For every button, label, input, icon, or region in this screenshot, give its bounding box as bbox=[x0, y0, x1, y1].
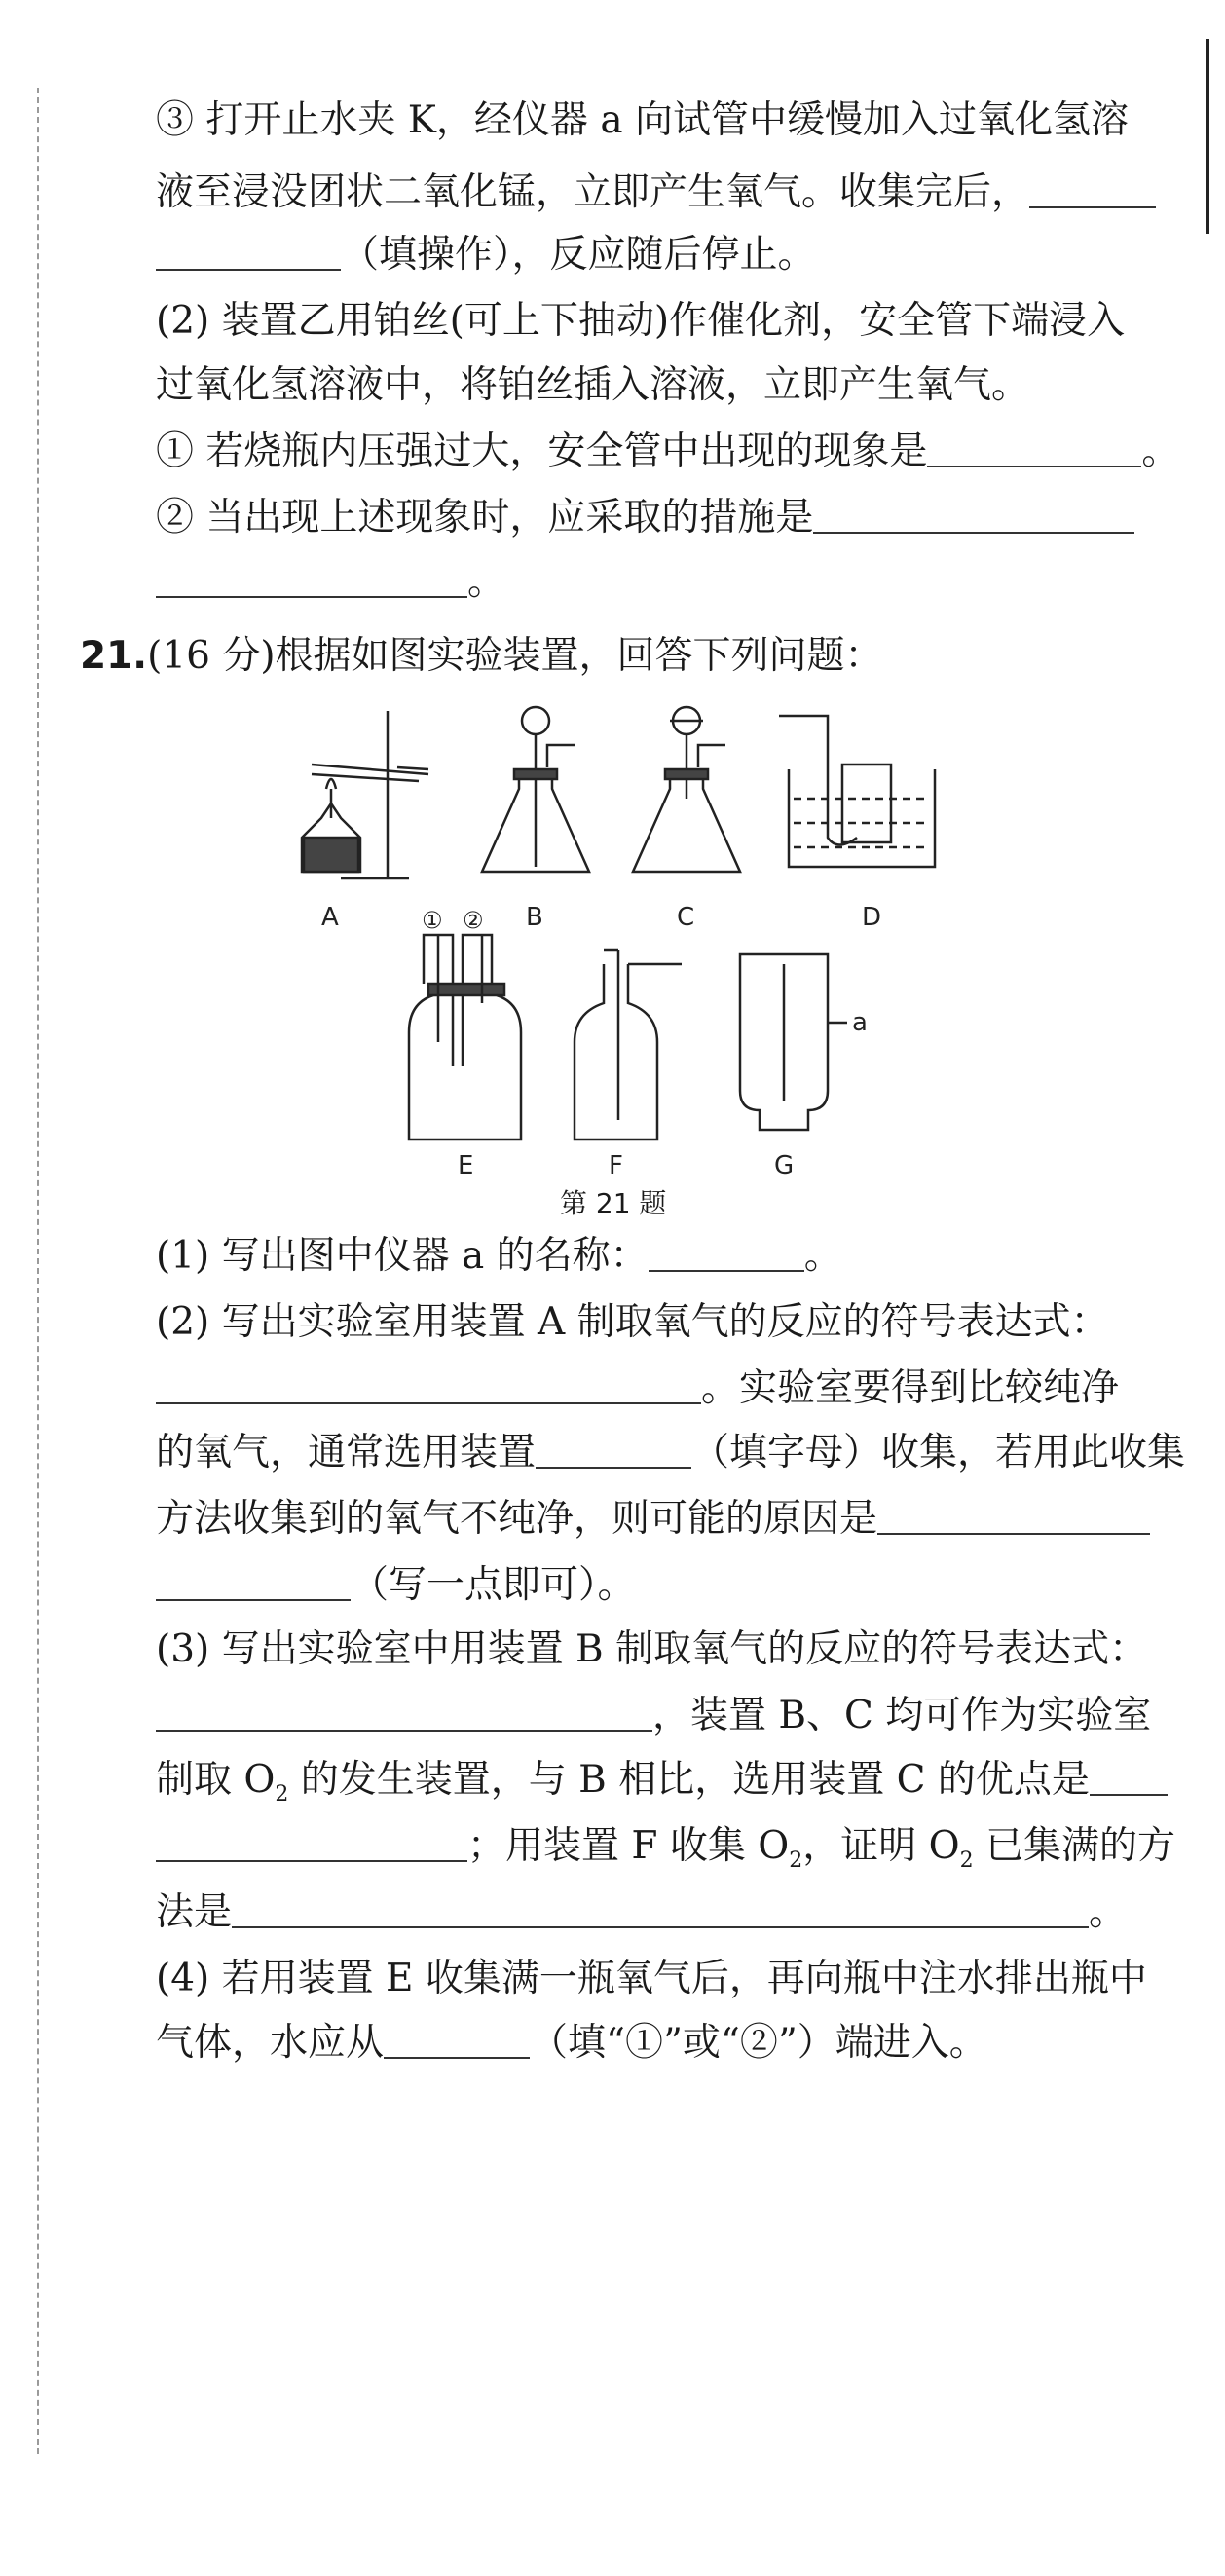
text: 方法收集到的氧气不纯净，则可能的原因是 bbox=[156, 1497, 878, 1541]
text-line bbox=[156, 1365, 1119, 1412]
answer-blank[interactable] bbox=[156, 565, 467, 598]
text-line bbox=[156, 2020, 987, 2067]
answer-blank[interactable] bbox=[927, 434, 1141, 467]
question-stem: (16 分)根据如图实验装置，回答下列问题： bbox=[147, 634, 883, 678]
text: ，证明 O bbox=[802, 1824, 960, 1868]
label-E: E bbox=[458, 1151, 474, 1180]
subscript: 2 bbox=[789, 1848, 803, 1873]
subscript: 2 bbox=[275, 1781, 289, 1807]
label-C: C bbox=[677, 903, 695, 932]
answer-blank[interactable] bbox=[384, 2026, 530, 2059]
text: （填操作），反应随后停止。 bbox=[341, 233, 816, 277]
answer-blank[interactable] bbox=[232, 1895, 1089, 1928]
text: 。 bbox=[803, 1234, 842, 1278]
port-2-label: ② bbox=[463, 907, 484, 934]
text: 过氧化氢溶液中，将铂丝插入溶液，立即产生氧气。 bbox=[156, 363, 1030, 407]
apparatus-E-two-port-bottle bbox=[409, 935, 521, 1139]
answer-blank[interactable] bbox=[1029, 175, 1156, 208]
text: （填“①”或“②”）端进入。 bbox=[530, 2021, 987, 2065]
text-line bbox=[156, 1233, 842, 1280]
answer-blank[interactable] bbox=[156, 1371, 701, 1404]
text-line bbox=[156, 429, 1179, 475]
text-line bbox=[156, 1626, 1147, 1673]
text-line bbox=[156, 1496, 1150, 1543]
text: 。 bbox=[467, 560, 506, 604]
text-line bbox=[156, 97, 1129, 144]
label-B: B bbox=[526, 903, 543, 932]
apparatus-A-heating-setup bbox=[302, 711, 428, 878]
text: （填字母）收集，若用此收集 bbox=[691, 1431, 1186, 1475]
text: 液至浸没团状二氧化锰，立即产生氧气。收集完后， bbox=[156, 170, 1030, 214]
text-line bbox=[156, 1693, 1151, 1739]
label-a: a bbox=[852, 1008, 868, 1037]
text: ② 当出现上述现象时，应采取的措施是 bbox=[156, 496, 814, 540]
apparatus-B-conical-flask bbox=[482, 707, 589, 872]
subscript: 2 bbox=[959, 1848, 974, 1873]
text: 。 bbox=[1141, 429, 1180, 473]
text: (3) 写出实验室中用装置 B 制取氧气的反应的符号表达式： bbox=[156, 1627, 1148, 1671]
text-line bbox=[156, 1889, 1127, 1936]
apparatus-F-gas-bottle bbox=[575, 950, 682, 1139]
answer-blank[interactable] bbox=[156, 238, 341, 271]
apparatus-D-water-trough bbox=[779, 716, 935, 867]
text-line bbox=[156, 169, 1156, 216]
figure-caption: 第 21 题 bbox=[560, 1187, 667, 1219]
apparatus-figure bbox=[282, 691, 1061, 1237]
answer-blank[interactable] bbox=[156, 1568, 351, 1601]
label-A: A bbox=[321, 903, 339, 932]
text: (4) 若用装置 E 收集满一瓶氧气后，再向瓶中注水排出瓶中 bbox=[156, 1957, 1147, 2000]
answer-blank[interactable] bbox=[156, 1829, 467, 1862]
text: ③ 打开止水夹 K，经仪器 a 向试管中缓慢加入过氧化氢溶 bbox=[156, 98, 1129, 142]
apparatus-G-inverted-cylinder bbox=[740, 954, 847, 1130]
text: 。实验室要得到比较纯净 bbox=[701, 1366, 1120, 1410]
question-21-header bbox=[80, 633, 883, 680]
answer-blank[interactable] bbox=[877, 1502, 1150, 1535]
label-D: D bbox=[862, 903, 882, 932]
label-G: G bbox=[774, 1151, 795, 1180]
answer-blank[interactable] bbox=[649, 1239, 804, 1272]
text: 的发生装置，与 B 相比，选用装置 C 的优点是 bbox=[288, 1758, 1090, 1802]
text: (1) 写出图中仪器 a 的名称： bbox=[156, 1234, 649, 1278]
text-line bbox=[156, 1956, 1147, 2002]
apparatus-C-flask-with-separatory-funnel bbox=[633, 707, 740, 872]
text: 的氧气，通常选用装置 bbox=[156, 1431, 537, 1475]
text-line bbox=[156, 298, 1125, 345]
answer-blank[interactable] bbox=[1090, 1763, 1168, 1796]
text-line bbox=[156, 1823, 1175, 1885]
text: ① 若烧瓶内压强过大，安全管中出现的现象是 bbox=[156, 429, 928, 473]
text: 制取 O bbox=[156, 1758, 276, 1802]
question-number: 21. bbox=[80, 634, 148, 678]
answer-blank[interactable] bbox=[536, 1436, 691, 1469]
text: ，装置 B、C 均可作为实验室 bbox=[652, 1694, 1152, 1737]
text: 法是 bbox=[156, 1890, 233, 1934]
text-line bbox=[156, 362, 1029, 409]
text: ；用装置 F 收集 O bbox=[467, 1824, 790, 1868]
text: (2) 写出实验室用装置 A 制取氧气的反应的符号表达式： bbox=[156, 1300, 1109, 1344]
answer-blank[interactable] bbox=[156, 1699, 652, 1732]
text: 气体，水应从 bbox=[156, 2021, 385, 2065]
text-line bbox=[156, 559, 505, 606]
text: 已集满的方 bbox=[973, 1824, 1176, 1868]
text-line bbox=[156, 495, 1134, 541]
text-line bbox=[156, 1299, 1109, 1346]
text-line bbox=[156, 232, 816, 279]
text-line bbox=[156, 1430, 1185, 1476]
page-edge-bar bbox=[1206, 39, 1209, 234]
text-line bbox=[156, 1562, 636, 1609]
text: (2) 装置乙用铂丝(可上下抽动)作催化剂，安全管下端浸入 bbox=[156, 299, 1126, 343]
answer-blank[interactable] bbox=[813, 501, 1134, 534]
label-F: F bbox=[609, 1151, 623, 1180]
text: 。 bbox=[1089, 1890, 1128, 1934]
text-line bbox=[156, 1757, 1168, 1818]
text: （写一点即可）。 bbox=[351, 1563, 636, 1607]
binding-margin-line bbox=[37, 88, 39, 2454]
port-1-label: ① bbox=[422, 907, 443, 934]
